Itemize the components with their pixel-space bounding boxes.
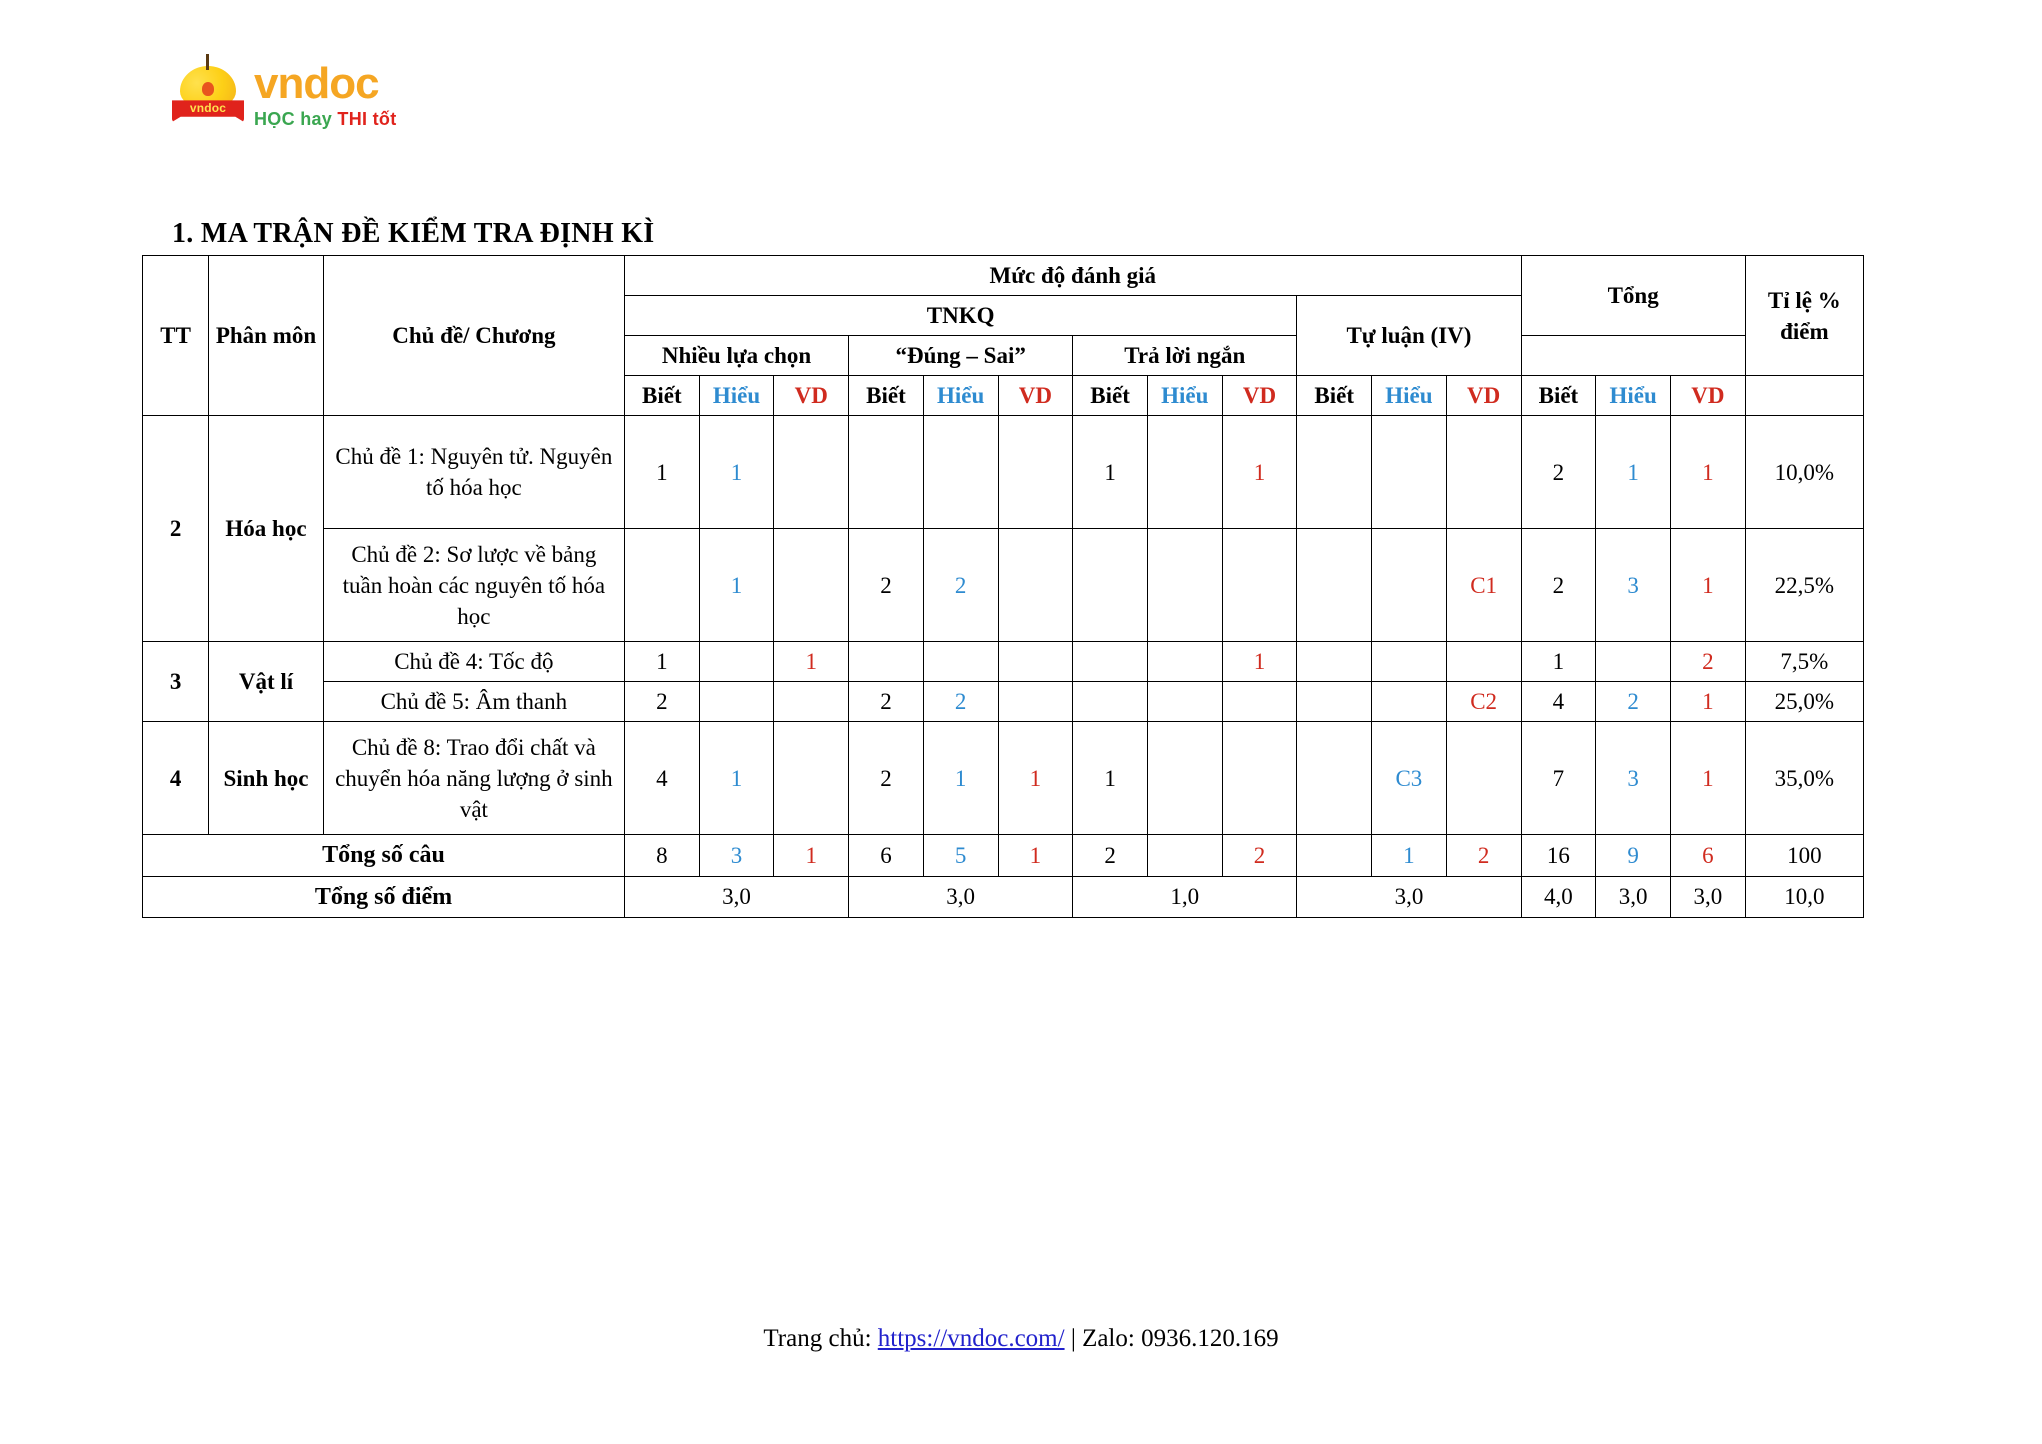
cell-tl-biet <box>1297 642 1372 682</box>
cell-phan-mon: Vật lí <box>209 642 323 722</box>
header-tnkq: TNKQ <box>625 296 1297 336</box>
cell-tong-hieu: 3 <box>1596 529 1671 642</box>
logo-tagline <box>254 110 397 128</box>
cell-tl-hieu <box>1372 416 1447 529</box>
total-tl-vd: 2 <box>1446 835 1521 876</box>
footer-suffix: | Zalo: 0936.120.169 <box>1064 1325 1279 1352</box>
total-tong-vd: 6 <box>1670 835 1745 876</box>
cell-tong-vd: 1 <box>1670 416 1745 529</box>
header-mc-biet: Biết <box>625 376 700 416</box>
cell-tong-hieu: 3 <box>1596 722 1671 835</box>
cell-ds-hieu: 1 <box>923 722 998 835</box>
cell-tl-vd <box>1446 642 1521 682</box>
cell-ti-le: 22,5% <box>1745 529 1863 642</box>
cell-ds-vd <box>998 529 1073 642</box>
total-tl-hieu: 1 <box>1372 835 1447 876</box>
header-tu-luan: Tự luận (IV) <box>1297 296 1521 376</box>
total-mc-biet: 8 <box>625 835 700 876</box>
header-tong-spacer <box>1521 336 1745 376</box>
total-tl-biet <box>1297 835 1372 876</box>
header-tln-biet: Biết <box>1073 376 1148 416</box>
cell-topic: Chủ đề 8: Trao đổi chất và chuyển hóa năng lượng ở sinh vật <box>323 722 624 835</box>
points-tong-biet: 4,0 <box>1521 876 1596 917</box>
cell-mc-biet: 1 <box>625 642 700 682</box>
header-tln-vd: VD <box>1222 376 1297 416</box>
matrix-table <box>142 255 1864 918</box>
cell-mc-biet: 4 <box>625 722 700 835</box>
header-chu-de: Chủ đề/ Chương <box>323 256 624 416</box>
cell-mc-vd: 1 <box>774 642 849 682</box>
cell-tln-biet: 1 <box>1073 722 1148 835</box>
total-ds-biet: 6 <box>849 835 924 876</box>
total-tong-hieu: 9 <box>1596 835 1671 876</box>
header-mc-hieu: Hiểu <box>699 376 774 416</box>
cell-tln-vd <box>1222 682 1297 722</box>
cell-mc-hieu: 1 <box>699 722 774 835</box>
cell-mc-hieu <box>699 642 774 682</box>
cell-tl-vd: C2 <box>1446 682 1521 722</box>
points-ti-le: 10,0 <box>1745 876 1863 917</box>
cell-tln-biet <box>1073 682 1148 722</box>
cell-tln-hieu <box>1147 642 1222 682</box>
cell-tong-biet: 4 <box>1521 682 1596 722</box>
logo-brand-text: vndoc <box>254 59 379 108</box>
total-ds-hieu: 5 <box>923 835 998 876</box>
cell-tln-hieu <box>1147 682 1222 722</box>
cell-ds-biet <box>849 416 924 529</box>
cell-tl-vd <box>1446 416 1521 529</box>
table-row <box>143 642 1864 682</box>
cell-ti-le: 10,0% <box>1745 416 1863 529</box>
cell-topic: Chủ đề 5: Âm thanh <box>323 682 624 722</box>
footer-prefix: Trang chủ: <box>763 1325 878 1352</box>
total-mc-hieu: 3 <box>699 835 774 876</box>
cell-tln-biet <box>1073 642 1148 682</box>
header-tl-hieu: Hiểu <box>1372 376 1447 416</box>
header-dung-sai: “Đúng – Sai” <box>849 336 1073 376</box>
header-tong-hieu: Hiểu <box>1596 376 1671 416</box>
matrix-table-body <box>143 416 1864 918</box>
cell-ti-le: 35,0% <box>1745 722 1863 835</box>
header-tra-loi-ngan: Trả lời ngắn <box>1073 336 1297 376</box>
total-questions-label: Tổng số câu <box>143 835 625 876</box>
cell-topic: Chủ đề 1: Nguyên tử. Nguyên tố hóa học <box>323 416 624 529</box>
points-mc: 3,0 <box>625 876 849 917</box>
total-tong-biet: 16 <box>1521 835 1596 876</box>
points-tl: 3,0 <box>1297 876 1521 917</box>
cell-mc-hieu: 1 <box>699 529 774 642</box>
cell-ti-le: 7,5% <box>1745 642 1863 682</box>
cell-tl-hieu <box>1372 529 1447 642</box>
total-ds-vd: 1 <box>998 835 1073 876</box>
cell-tong-vd: 1 <box>1670 529 1745 642</box>
cell-tong-hieu: 2 <box>1596 682 1671 722</box>
cell-phan-mon: Sinh học <box>209 722 323 835</box>
cell-tln-hieu <box>1147 722 1222 835</box>
cell-mc-vd <box>774 529 849 642</box>
total-tln-vd: 2 <box>1222 835 1297 876</box>
cell-mc-hieu: 1 <box>699 416 774 529</box>
cell-ds-biet: 2 <box>849 722 924 835</box>
header-ti-le: Tỉ lệ % điểm <box>1745 256 1863 376</box>
cell-mc-biet: 2 <box>625 682 700 722</box>
points-ds: 3,0 <box>849 876 1073 917</box>
total-tln-hieu <box>1147 835 1222 876</box>
cell-tong-vd: 1 <box>1670 722 1745 835</box>
cell-tt: 2 <box>143 416 209 642</box>
cell-tl-hieu: C3 <box>1372 722 1447 835</box>
cell-tl-hieu <box>1372 682 1447 722</box>
cell-ds-biet: 2 <box>849 529 924 642</box>
cell-tong-hieu <box>1596 642 1671 682</box>
points-tong-vd: 3,0 <box>1670 876 1745 917</box>
cell-tong-vd: 2 <box>1670 642 1745 682</box>
page-footer <box>0 1325 2042 1353</box>
logo-tagline-part2: THI tốt <box>337 109 397 129</box>
cell-tl-hieu <box>1372 642 1447 682</box>
header-muc-do: Mức độ đánh giá <box>625 256 1522 296</box>
cell-ds-vd <box>998 682 1073 722</box>
cell-tong-hieu: 1 <box>1596 416 1671 529</box>
header-tong-biet: Biết <box>1521 376 1596 416</box>
header-tl-biet: Biết <box>1297 376 1372 416</box>
total-tln-biet: 2 <box>1073 835 1148 876</box>
table-row <box>143 682 1864 722</box>
cell-topic: Chủ đề 2: Sơ lược về bảng tuần hoàn các nguyên tố hóa học <box>323 529 624 642</box>
points-tong-hieu: 3,0 <box>1596 876 1671 917</box>
cell-tl-biet <box>1297 416 1372 529</box>
table-row <box>143 722 1864 835</box>
header-tong: Tổng <box>1521 256 1745 336</box>
cell-tln-vd <box>1222 529 1297 642</box>
cell-tln-vd: 1 <box>1222 416 1297 529</box>
logo-tagline-part1: HỌC hay <box>254 109 338 129</box>
total-mc-vd: 1 <box>774 835 849 876</box>
cell-tln-hieu <box>1147 529 1222 642</box>
vndoc-logo <box>172 59 397 129</box>
cell-tln-biet: 1 <box>1073 416 1148 529</box>
cell-mc-vd <box>774 682 849 722</box>
header-ti-le-spacer <box>1745 376 1863 416</box>
total-points-label: Tổng số điểm <box>143 876 625 917</box>
cell-tl-biet <box>1297 682 1372 722</box>
header-ds-hieu: Hiểu <box>923 376 998 416</box>
cell-topic: Chủ đề 4: Tốc độ <box>323 642 624 682</box>
cell-ds-vd: 1 <box>998 722 1073 835</box>
cell-ds-biet <box>849 642 924 682</box>
cell-mc-biet: 1 <box>625 416 700 529</box>
cell-tt: 3 <box>143 642 209 722</box>
cell-mc-biet <box>625 529 700 642</box>
table-row <box>143 529 1864 642</box>
cell-tt: 4 <box>143 722 209 835</box>
total-points-row <box>143 876 1864 917</box>
cell-tong-vd: 1 <box>1670 682 1745 722</box>
cell-mc-vd <box>774 416 849 529</box>
points-tln: 1,0 <box>1073 876 1297 917</box>
header-mc-vd: VD <box>774 376 849 416</box>
header-tl-vd: VD <box>1446 376 1521 416</box>
cell-mc-vd <box>774 722 849 835</box>
cell-mc-hieu <box>699 682 774 722</box>
cell-ds-biet: 2 <box>849 682 924 722</box>
cell-tl-vd: C1 <box>1446 529 1521 642</box>
logo-text-group <box>254 59 397 129</box>
cell-ds-hieu <box>923 642 998 682</box>
cell-ds-hieu: 2 <box>923 682 998 722</box>
cell-tong-biet: 1 <box>1521 642 1596 682</box>
page-title: 1. MA TRẬN ĐỀ KIỂM TRA ĐỊNH KÌ <box>172 218 655 249</box>
cell-tln-biet <box>1073 529 1148 642</box>
header-ds-vd: VD <box>998 376 1073 416</box>
vndoc-logo-mark-icon <box>172 64 244 128</box>
header-phan-mon: Phân môn <box>209 256 323 416</box>
matrix-table-wrapper <box>142 255 1864 918</box>
total-ti-le: 100 <box>1745 835 1863 876</box>
cell-tong-biet: 2 <box>1521 529 1596 642</box>
table-row <box>143 416 1864 529</box>
footer-link[interactable]: https://vndoc.com/ <box>877 1325 1065 1352</box>
cell-tl-biet <box>1297 529 1372 642</box>
header-nhieu-lua-chon: Nhiều lựa chọn <box>625 336 849 376</box>
cell-tl-biet <box>1297 722 1372 835</box>
header-tong-vd: VD <box>1670 376 1745 416</box>
ribbon-label: vndoc <box>189 101 227 115</box>
cell-tong-biet: 7 <box>1521 722 1596 835</box>
header-ds-biet: Biết <box>849 376 924 416</box>
cell-phan-mon: Hóa học <box>209 416 323 642</box>
cell-ds-hieu <box>923 416 998 529</box>
total-questions-row <box>143 835 1864 876</box>
cell-ds-hieu: 2 <box>923 529 998 642</box>
cell-ds-vd <box>998 416 1073 529</box>
header-tln-hieu: Hiểu <box>1147 376 1222 416</box>
header-tt: TT <box>143 256 209 416</box>
header-row-1 <box>143 256 1864 296</box>
cell-ti-le: 25,0% <box>1745 682 1863 722</box>
cell-tong-biet: 2 <box>1521 416 1596 529</box>
cell-ds-vd <box>998 642 1073 682</box>
cell-tln-vd <box>1222 722 1297 835</box>
cell-tln-hieu <box>1147 416 1222 529</box>
cell-tln-vd: 1 <box>1222 642 1297 682</box>
cell-tl-vd <box>1446 722 1521 835</box>
